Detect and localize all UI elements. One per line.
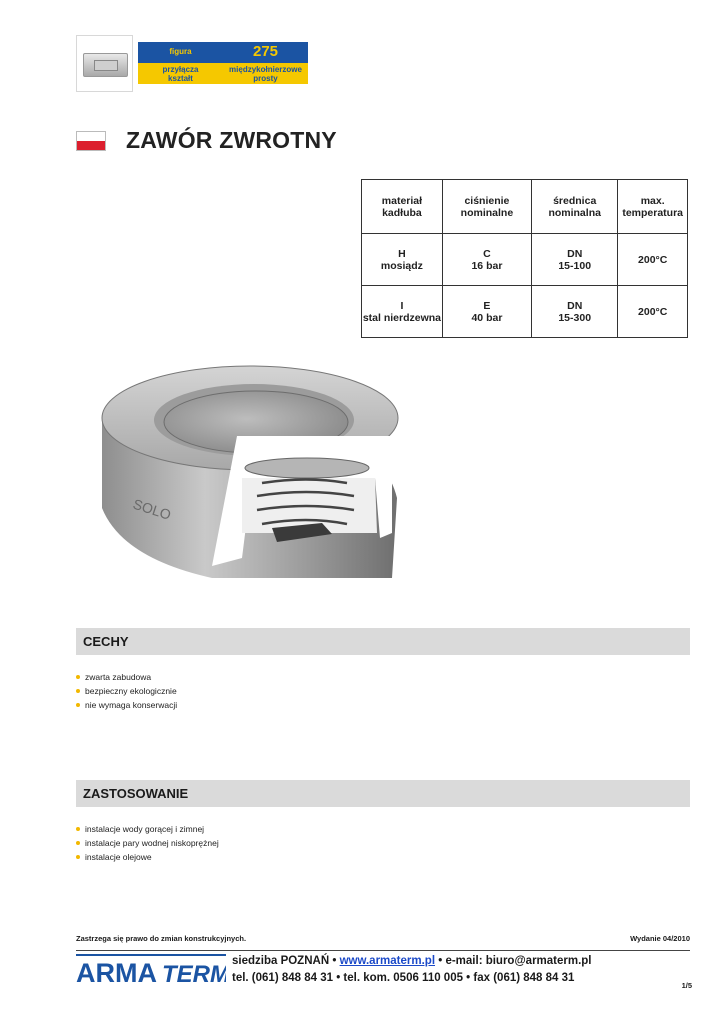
disclaimer-note: Zastrzega się prawo do zmian konstrukcyjnych. [76, 934, 247, 943]
features-section-header [76, 628, 690, 655]
svg-text:SOLO: SOLO [131, 495, 174, 523]
armaterm-logo [76, 952, 226, 986]
cell-pressure: 16 bar [471, 259, 503, 272]
valve-thumbnail-image [83, 53, 128, 77]
cell-pressure: 40 bar [471, 311, 503, 324]
figure-row [138, 42, 308, 63]
list-item: instalacje wody gorącej i zimnej [76, 822, 219, 836]
page-number: 1/5 [681, 981, 692, 990]
header-pressure-2: nominalne [460, 206, 514, 219]
list-item: bezpieczny ekologicznie [76, 684, 177, 698]
list-item: nie wymaga konserwacji [76, 698, 177, 712]
hq-label: siedziba POZNAŃ [232, 955, 330, 967]
edition-label: Wydanie 04/2010 [630, 934, 690, 943]
connection-row [138, 63, 308, 84]
cell-dn-label: DN [567, 299, 583, 312]
cell-material-code: I [400, 299, 404, 312]
connection-label-2: kształt [168, 74, 193, 83]
cell-dn-label: DN [567, 247, 583, 260]
header-diameter-1: średnica [553, 194, 597, 207]
check-valve-photo [92, 358, 412, 586]
applications-title: ZASTOSOWANIE [83, 786, 189, 801]
contact-line-1: siedziba POZNAŃ • www.armaterm.pl • e-mail: biuro@armaterm.pl [232, 955, 592, 967]
spec-table-header [362, 180, 688, 234]
logo-text-arma: ARMA [76, 958, 157, 986]
list-item: zwarta zabudowa [76, 670, 177, 684]
contact-line-2: tel. (061) 848 84 31 • tel. kom. 0506 110 005 • fax (061) 848 84 31 [232, 972, 575, 984]
page-title: ZAWÓR ZWROTNY [126, 127, 337, 153]
cell-temperature: 200°C [638, 305, 668, 318]
cell-pressure-code: E [483, 299, 491, 312]
spec-table [361, 179, 688, 338]
figure-number: 275 [252, 43, 279, 60]
header-temperature-2: temperatura [622, 206, 684, 219]
features-list [76, 670, 177, 712]
features-title: CECHY [83, 634, 129, 649]
table-row [362, 286, 688, 338]
logo-text-term: TERM [162, 961, 226, 986]
figure-info-box [138, 42, 308, 84]
website-link[interactable]: www.armaterm.pl [339, 955, 436, 967]
cell-pressure-code: C [483, 247, 491, 260]
applications-section-header [76, 780, 690, 807]
cell-material-code: H [398, 247, 406, 260]
cell-temperature: 200°C [638, 253, 668, 266]
connection-label-1: przyłącza [162, 65, 199, 74]
footer-divider [76, 950, 690, 951]
table-row [362, 234, 688, 286]
applications-list [76, 822, 219, 864]
list-item: instalacje olejowe [76, 850, 219, 864]
cell-material: mosiądz [380, 259, 423, 272]
polish-flag-icon [76, 131, 106, 151]
cell-material: stal nierdzewna [362, 311, 442, 324]
header-material-2: kadłuba [382, 206, 422, 219]
header-material-1: materiał [381, 194, 423, 207]
header-pressure-1: ciśnienie [464, 194, 510, 207]
figure-label: figura [169, 47, 192, 56]
connection-value-2: prosty [253, 74, 278, 83]
cell-dn-range: 15-300 [558, 311, 592, 324]
cell-dn-range: 15-100 [558, 259, 592, 272]
header-diameter-2: nominalna [548, 206, 601, 219]
header-temperature-1: max. [640, 194, 665, 207]
list-item: instalacje pary wodnej niskoprężnej [76, 836, 219, 850]
email-label: e-mail: biuro@armaterm.pl [445, 955, 592, 967]
product-thumbnail [76, 35, 133, 92]
connection-value-1: międzykołnierzowe [229, 65, 302, 74]
